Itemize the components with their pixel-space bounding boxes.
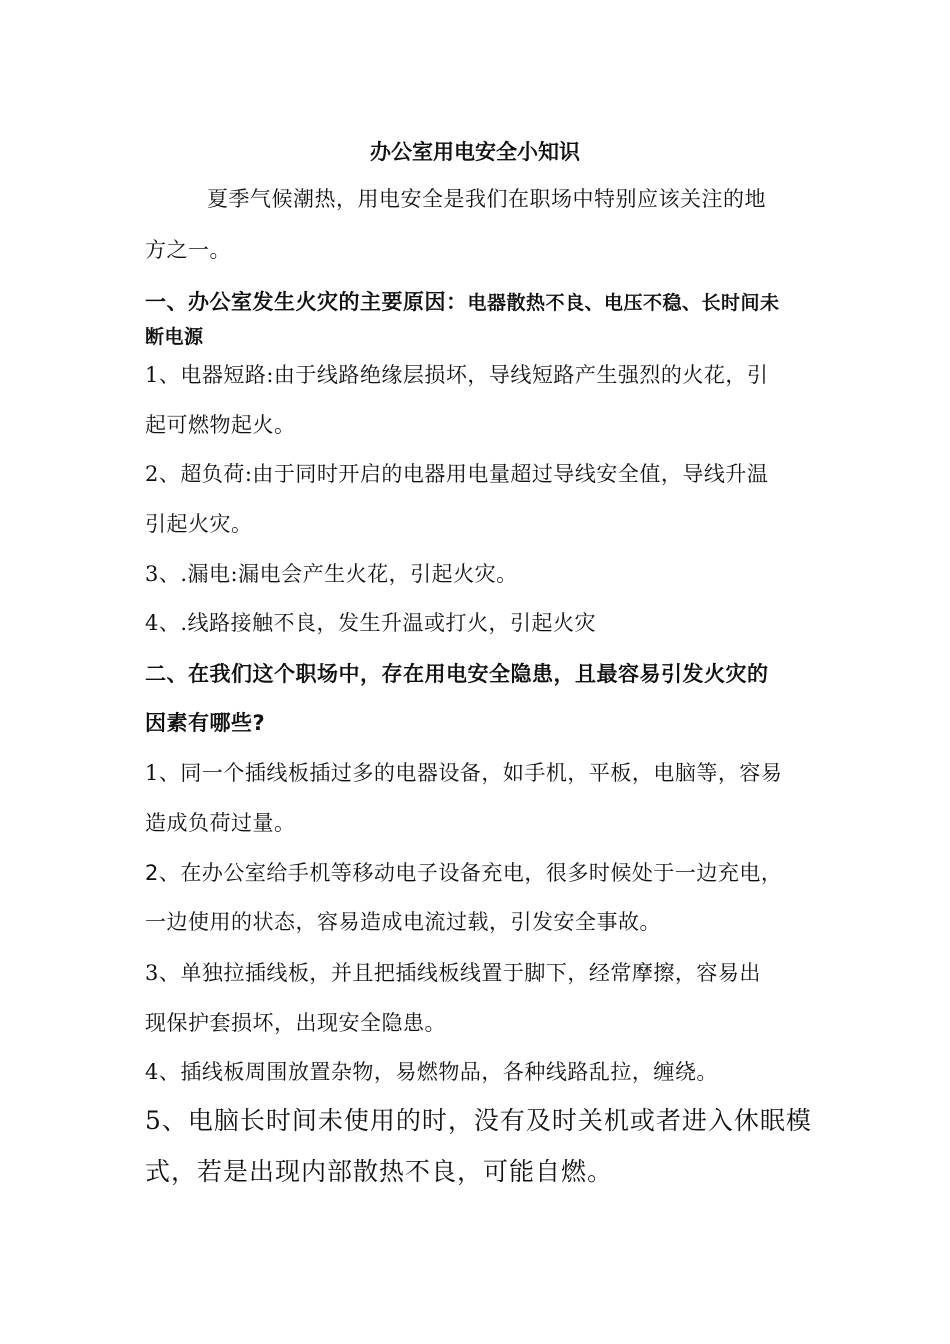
section1-item-4: 4、.线路接触不良，发生升温或打火，引起火灾 — [145, 611, 597, 635]
section2-item-4: 4、插线板周围放置杂物，易燃物品，各种线路乱拉，缠绕。 — [145, 1060, 718, 1084]
section2-item-1-line-2: 造成负荷过量。 — [145, 811, 296, 835]
section1-heading-line-2 — [145, 322, 204, 351]
document-title: 办公室用电安全小知识 — [370, 140, 580, 164]
section2-item-3-line-2: 现保护套损坏，出现安全隐患。 — [145, 1011, 446, 1035]
section1-heading-prefix: 一、办公室发生火灾的主要原因： — [145, 290, 468, 314]
section2-item-2-line-2: 一边使用的状态，容易造成电流过载，引发安全事故。 — [145, 910, 661, 934]
section2-item-5-line-2: 式，若是出现内部散热不良，可能自燃。 — [145, 1157, 614, 1186]
section2-item-2-rest: ，很多时候处于一边充电， — [524, 861, 783, 885]
section2-heading-line-2: 因素有哪些? — [145, 711, 266, 735]
intro-line-2: 方之一。 — [145, 238, 231, 262]
section1-heading-emphasis-cont: 断电源 — [145, 326, 204, 348]
section2-item-1-line-1: 1、同一个插线板插过多的电器设备，如手机，平板，电脑等，容易 — [145, 761, 783, 785]
section2-item-2-line-1 — [145, 859, 782, 887]
section2-item-3-line-1: 3、单独拉插线板，并且把插线板线置于脚下，经常摩擦，容易出 — [145, 961, 761, 985]
section1-heading-line-1 — [145, 288, 780, 317]
section1-item-3: 3、.漏电:漏电会产生火花，引起火灾。 — [145, 562, 518, 586]
section1-item-2-line-2: 引起火灾。 — [145, 512, 253, 536]
section1-heading-emphasis: 电器散热不良、电压不稳、长时间未 — [467, 292, 780, 314]
section2-item-2-lead: 2、在办公室给手机等移动电子设备充电 — [145, 861, 525, 885]
section1-item-1-line-2: 起可燃物起火。 — [145, 413, 296, 437]
intro-line-1: 夏季气候潮热，用电安全是我们在职场中特别应该关注的地 — [207, 187, 766, 211]
section1-item-2-line-1: 2、超负荷:由于同时开启的电器用电量超过导线安全值，导线升温 — [145, 462, 769, 486]
section2-item-5-line-1: 5、电脑长时间未使用的时，没有及时关机或者进入休眠模 — [145, 1106, 812, 1135]
section2-heading-line-1: 二、在我们这个职场中，存在用电安全隐患，且最容易引发火灾的 — [145, 662, 769, 686]
section1-item-1-line-1: 1、电器短路:由于线路绝缘层损坏，导线短路产生强烈的火花，引 — [145, 363, 769, 387]
